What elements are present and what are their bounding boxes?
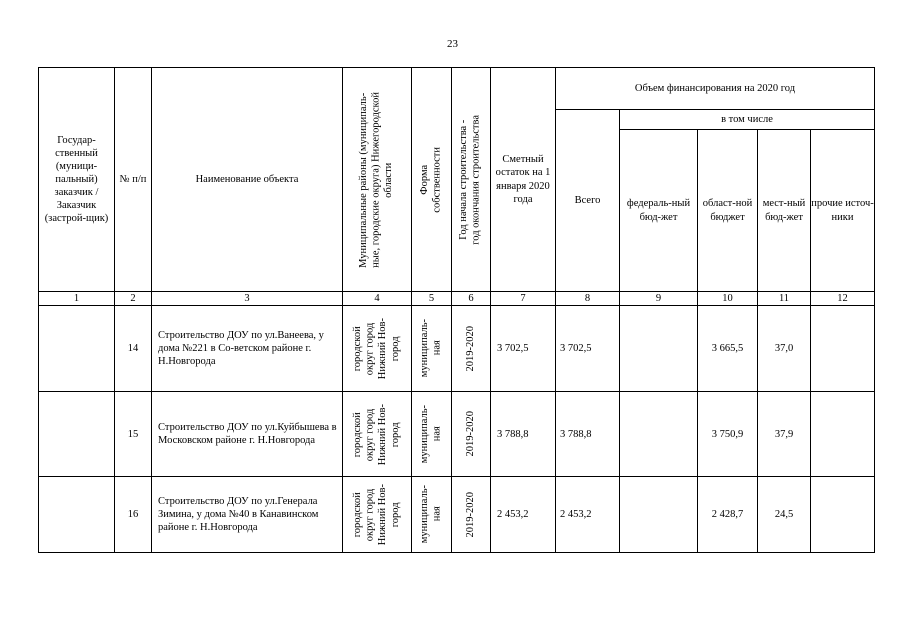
cell-local: 37,9 bbox=[758, 392, 811, 477]
column-number: 8 bbox=[556, 292, 620, 306]
header-customer: Государ-ственный (муници-пальный) заказчик / Заказчик (застрой-щик) bbox=[39, 68, 115, 292]
cell-ownership: муниципаль- ная bbox=[412, 392, 452, 477]
cell-other bbox=[811, 392, 875, 477]
cell-years: 2019-2020 bbox=[452, 392, 491, 477]
header-total: Всего bbox=[556, 110, 620, 292]
column-number-row bbox=[39, 292, 875, 306]
header-other: прочие источ-ники bbox=[811, 130, 875, 292]
cell-object-name: Строительство ДОУ по ул.Генерала Зимина, у дома №40 в Канавинском районе г. Н.Новгорода bbox=[152, 477, 343, 553]
cell-regional: 2 428,7 bbox=[698, 477, 758, 553]
header-regional: област-ной бюджет bbox=[698, 130, 758, 292]
cell-local: 37,0 bbox=[758, 306, 811, 392]
header-local: мест-ный бюд-жет bbox=[758, 130, 811, 292]
financing-table bbox=[38, 67, 875, 553]
column-number: 3 bbox=[152, 292, 343, 306]
column-number: 6 bbox=[452, 292, 491, 306]
cell-federal bbox=[620, 306, 698, 392]
header-object-name: Наименование объекта bbox=[152, 68, 343, 292]
header-federal: федераль-ный бюд-жет bbox=[620, 130, 698, 292]
cell-object-name: Строительство ДОУ по ул.Ванеева, у дома №221 в Со-ветском районе г. Н.Новгорода bbox=[152, 306, 343, 392]
cell-years: 2019-2020 bbox=[452, 477, 491, 553]
cell-ownership: муниципаль- ная bbox=[412, 306, 452, 392]
header-districts: Муниципальные районы (муниципаль- ные, городские округа) Нижегородской области bbox=[343, 68, 412, 292]
cell-federal bbox=[620, 477, 698, 553]
cell-customer bbox=[39, 306, 115, 392]
cell-number: 16 bbox=[115, 477, 152, 553]
cell-regional: 3 665,5 bbox=[698, 306, 758, 392]
cell-other bbox=[811, 306, 875, 392]
cell-district: городской округ город Нижний Нов- город bbox=[343, 392, 412, 477]
cell-district: городской округ город Нижний Нов- город bbox=[343, 306, 412, 392]
cell-balance: 3 702,5 bbox=[491, 306, 556, 392]
cell-total: 2 453,2 bbox=[556, 477, 620, 553]
cell-years: 2019-2020 bbox=[452, 306, 491, 392]
cell-balance: 2 453,2 bbox=[491, 477, 556, 553]
page-number: 23 bbox=[447, 38, 458, 50]
column-number: 1 bbox=[39, 292, 115, 306]
cell-federal bbox=[620, 392, 698, 477]
column-number: 12 bbox=[811, 292, 875, 306]
cell-total: 3 702,5 bbox=[556, 306, 620, 392]
header-financing: Объем финансирования на 2020 год bbox=[556, 68, 875, 110]
header-ownership: Форма собственности bbox=[412, 68, 452, 292]
cell-local: 24,5 bbox=[758, 477, 811, 553]
column-number: 5 bbox=[412, 292, 452, 306]
table-row bbox=[39, 306, 875, 392]
cell-district: городской округ город Нижний Нов- город bbox=[343, 477, 412, 553]
table-row bbox=[39, 392, 875, 477]
column-number: 7 bbox=[491, 292, 556, 306]
cell-object-name: Строительство ДОУ по ул.Куйбышева в Московском районе г. Н.Новгорода bbox=[152, 392, 343, 477]
cell-total: 3 788,8 bbox=[556, 392, 620, 477]
column-number: 11 bbox=[758, 292, 811, 306]
cell-ownership: муниципаль- ная bbox=[412, 477, 452, 553]
cell-number: 15 bbox=[115, 392, 152, 477]
column-number: 9 bbox=[620, 292, 698, 306]
cell-regional: 3 750,9 bbox=[698, 392, 758, 477]
header-number: № п/п bbox=[115, 68, 152, 292]
table-row bbox=[39, 477, 875, 553]
header-including: в том числе bbox=[620, 110, 875, 130]
cell-number: 14 bbox=[115, 306, 152, 392]
cell-customer bbox=[39, 477, 115, 553]
cell-other bbox=[811, 477, 875, 553]
header-balance: Сметный остаток на 1 января 2020 года bbox=[491, 68, 556, 292]
column-number: 10 bbox=[698, 292, 758, 306]
cell-customer bbox=[39, 392, 115, 477]
header-years: Год начала строительства - год окончания строительства bbox=[452, 68, 491, 292]
column-number: 4 bbox=[343, 292, 412, 306]
column-number: 2 bbox=[115, 292, 152, 306]
cell-balance: 3 788,8 bbox=[491, 392, 556, 477]
